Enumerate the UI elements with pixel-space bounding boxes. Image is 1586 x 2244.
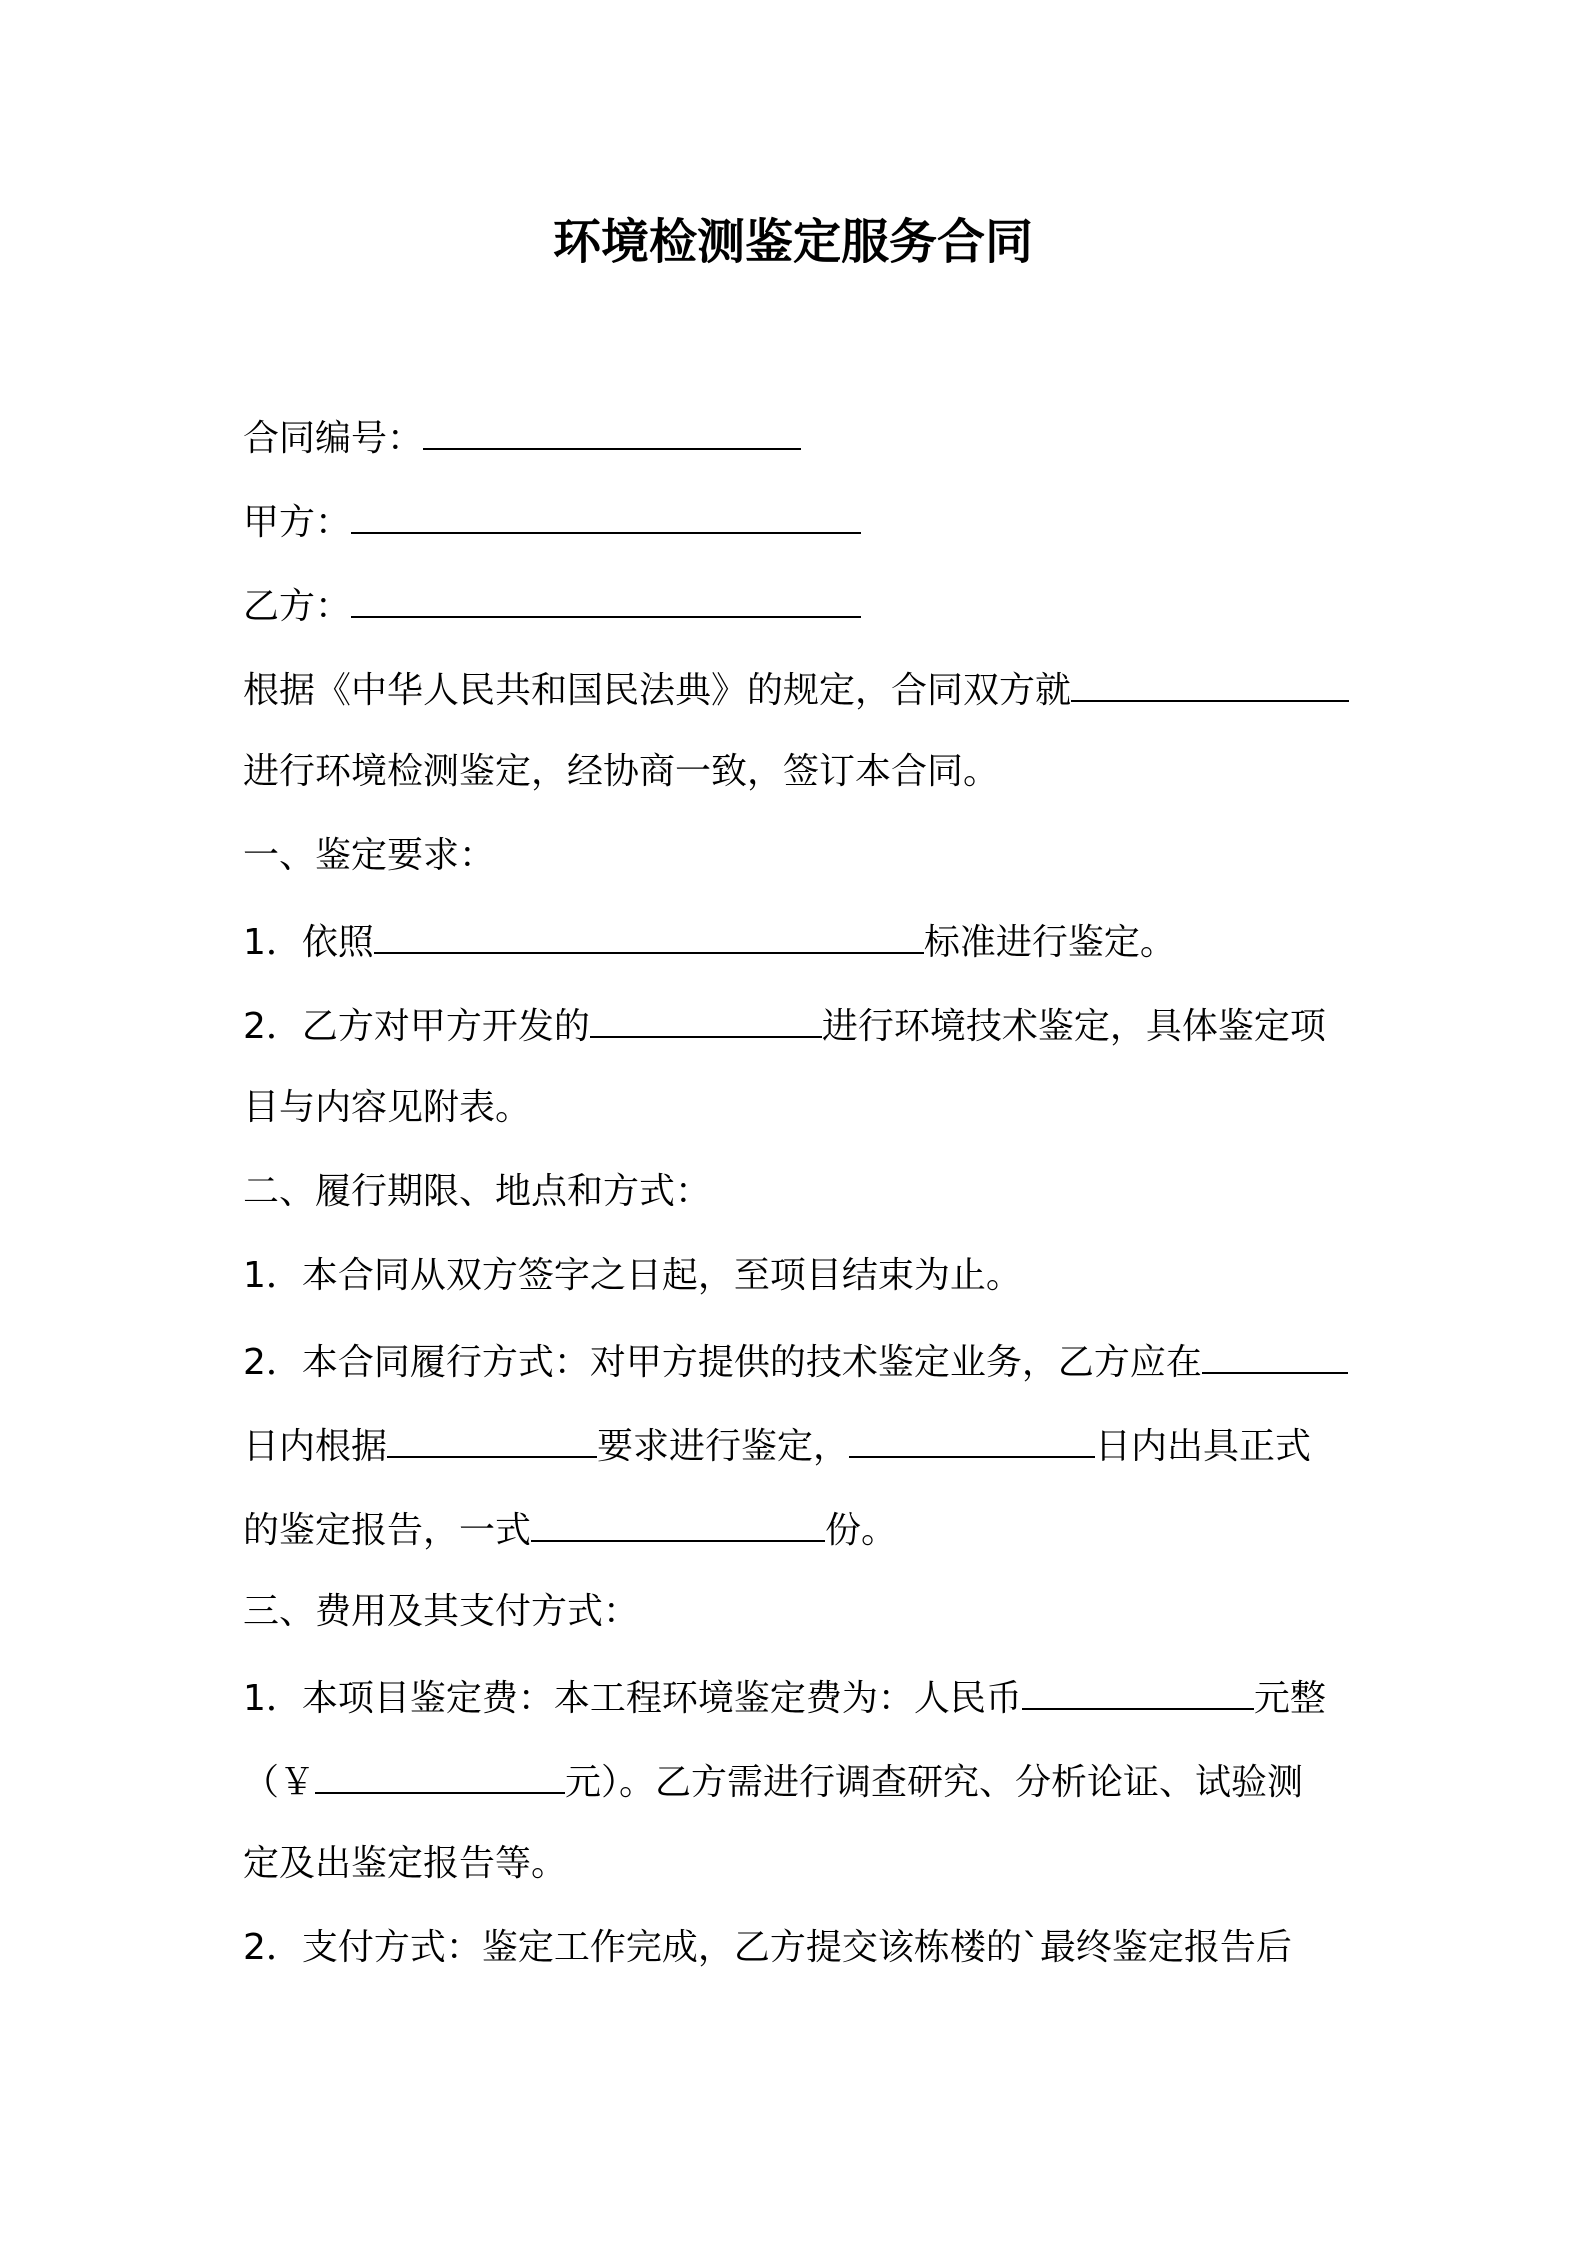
standard-blank[interactable] (374, 912, 924, 954)
section-1-item-1 (243, 912, 1176, 968)
s2-item2-text-a: 2．本合同履行方式：对甲方提供的技术鉴定业务，乙方应在 (243, 1342, 1202, 1383)
s2-item2-text-f: 份。 (825, 1510, 898, 1551)
section-1-heading: 一、鉴定要求： (243, 835, 496, 876)
party-a-line (243, 492, 861, 548)
s1-item1-text-a: 1．依照 (243, 922, 374, 963)
days-blank-2[interactable] (849, 1416, 1095, 1458)
section-2-item-2-cont-2 (243, 1500, 897, 1556)
s3-item1-text-c: （￥ (243, 1762, 316, 1803)
s3-item1-text-d: 元）。乙方需进行调查研究、分析论证、试验测 (565, 1762, 1304, 1803)
fee-yuan-blank[interactable] (315, 1752, 565, 1794)
section-3-heading: 三、费用及其支付方式： (243, 1591, 640, 1632)
party-a-label: 甲方： (243, 502, 352, 543)
section-2-heading: 二、履行期限、地点和方式： (243, 1171, 712, 1212)
party-b-label: 乙方： (243, 586, 352, 627)
section-2-item-2-cont-1 (243, 1416, 1311, 1472)
section-2-item-1: 1．本合同从双方签字之日起，至项目结束为止。 (243, 1255, 1022, 1296)
s3-item1-text-a: 1．本项目鉴定费：本工程环境鉴定费为：人民币 (243, 1678, 1022, 1719)
section-1-item-2 (243, 996, 1326, 1052)
s3-item1-text-b: 元整 (1253, 1678, 1326, 1719)
preamble-subject-blank[interactable] (1071, 660, 1349, 702)
document-title: 环境检测鉴定服务合同 (552, 214, 1033, 270)
party-a-blank[interactable] (351, 492, 861, 534)
section-3-item-1-cont-2: 定及出鉴定报告等。 (243, 1843, 568, 1884)
s2-item2-text-c: 要求进行鉴定， (597, 1426, 850, 1467)
s2-item2-text-d: 日内出具正式 (1095, 1426, 1312, 1467)
s1-item2-text-a: 2．乙方对甲方开发的 (243, 1006, 590, 1047)
section-2-item-2 (243, 1332, 1348, 1388)
days-blank-1[interactable] (1202, 1332, 1348, 1374)
contract-number-label: 合同编号： (243, 418, 424, 459)
s2-item2-text-b: 日内根据 (243, 1426, 388, 1467)
section-3-item-1-cont-1 (243, 1752, 1303, 1808)
contract-number-blank[interactable] (423, 408, 801, 450)
fee-rmb-blank[interactable] (1022, 1668, 1254, 1710)
section-3-item-2: 2．支付方式：鉴定工作完成，乙方提交该栋楼的`最终鉴定报告后 (243, 1927, 1292, 1968)
copies-blank[interactable] (531, 1500, 825, 1542)
contract-number-line (243, 408, 801, 464)
preamble-line-1 (243, 660, 1349, 716)
development-blank[interactable] (590, 996, 822, 1038)
s1-item2-text-b: 进行环境技术鉴定，具体鉴定项 (821, 1006, 1326, 1047)
preamble-line-2: 进行环境检测鉴定，经协商一致，签订本合同。 (243, 751, 1000, 792)
party-b-line (243, 576, 861, 632)
section-3-item-1 (243, 1668, 1326, 1724)
s2-item2-text-e: 的鉴定报告，一式 (243, 1510, 532, 1551)
requirement-blank[interactable] (387, 1416, 597, 1458)
preamble-text-1: 根据《中华人民共和国民法典》的规定，合同双方就 (243, 670, 1072, 711)
party-b-blank[interactable] (351, 576, 861, 618)
section-1-item-2-cont: 目与内容见附表。 (243, 1087, 532, 1128)
s1-item1-text-b: 标准进行鉴定。 (923, 922, 1176, 963)
